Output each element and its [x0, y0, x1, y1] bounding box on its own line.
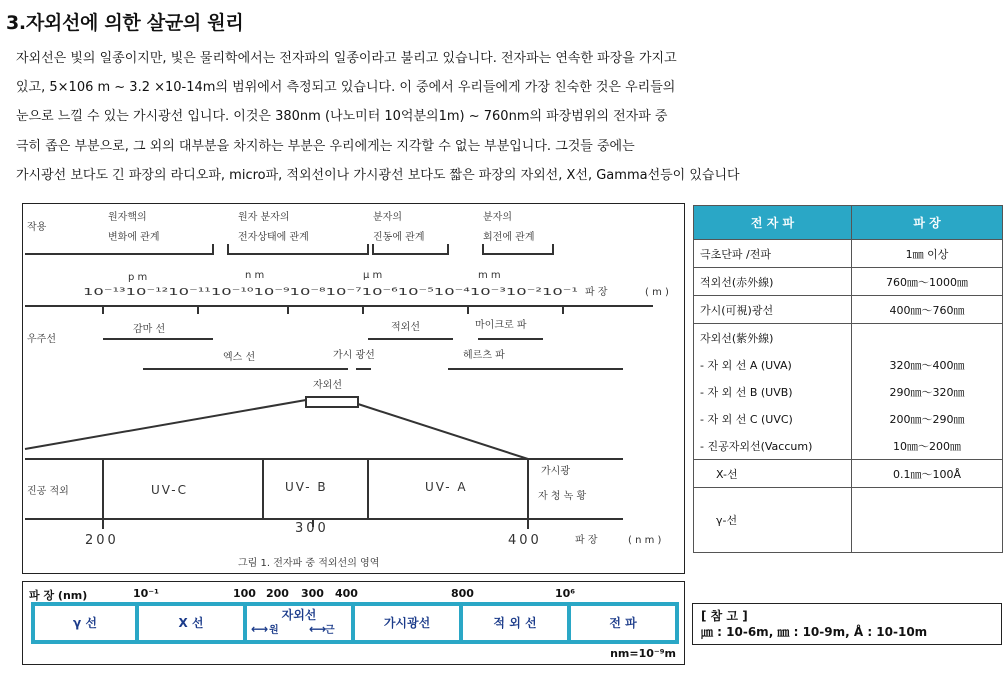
action-bracket — [213, 244, 368, 254]
table-cell: 760㎚～1000㎚ — [852, 268, 1003, 296]
bar-value: 200 — [266, 587, 289, 600]
action-label: 회전에 관계 — [483, 232, 535, 243]
uvb-label: UV- B — [285, 480, 328, 494]
table-cell: 가시(可視)광선 — [694, 296, 852, 324]
scale-ticks: 10⁻¹³10⁻¹²10⁻¹¹10⁻¹⁰10⁻⁹10⁻⁸10⁻⁷10⁻⁶10⁻⁵10⁻⁴10⁻³10⁻²10⁻¹ — [83, 287, 578, 298]
table-cell: 적외선(赤外線) — [694, 268, 852, 296]
infrared-cell: 적 외 선 — [463, 606, 567, 640]
paragraph-line: 자외선은 빛의 일종이지만, 빛은 물리학에서는 전자파의 일종이라고 불리고 있습니다. 전자파는 연속한 파장을 가지고 — [16, 51, 677, 66]
nm-label: 파 장 — [575, 535, 598, 546]
bar-unit: nm=10⁻⁹m — [610, 647, 676, 660]
unit-label: p m — [128, 272, 148, 283]
double-arrow-icon: ⟷ — [251, 622, 269, 636]
uv-window — [306, 397, 358, 407]
table-row — [694, 296, 1003, 324]
tick-label: 300 — [295, 521, 329, 536]
radio-cell: 전 파 — [571, 606, 675, 640]
bar-header: 파 장 (nm) — [29, 589, 88, 602]
action-label: 분자의 — [373, 212, 402, 223]
tick-label: 200 — [85, 533, 119, 548]
table-cell: 320㎚～400㎚ — [852, 351, 1003, 378]
action-label: 진동에 관계 — [373, 232, 425, 243]
note-title: [ 참 고 ] — [701, 609, 748, 623]
uv-cell-label: 자외선 — [281, 608, 317, 622]
wavelength-table — [693, 205, 1003, 553]
table-cell: - 진공자외선(Vaccum) — [694, 432, 852, 460]
table-cell: X-선 — [694, 460, 852, 488]
visible-detail-label: 가시광 — [541, 466, 570, 477]
bar-value: 800 — [451, 587, 474, 600]
zoom-line — [358, 404, 528, 459]
table-row — [694, 378, 1003, 405]
unit-label: m m — [478, 270, 501, 281]
xray-cell: X 선 — [139, 606, 243, 640]
uv-cell-arrows — [247, 622, 351, 638]
vacuum-label: 진공 적외 — [27, 486, 69, 497]
table-row — [694, 405, 1003, 432]
infrared-label: 적외선 — [391, 322, 420, 333]
table-header: 전 자 파 — [694, 206, 852, 240]
table-cell: 10㎚～200㎚ — [852, 432, 1003, 460]
table-row — [694, 324, 1003, 352]
paragraph-line: 가시광선 보다도 긴 파장의 라디오파, micro파, 적외선이나 가시광선 보다도 짧은 파장의 자외선, X선, Gamma선등이 있습니다 — [16, 167, 740, 183]
uv-label: 자외선 — [313, 380, 342, 391]
table-cell: 400㎚～760㎚ — [852, 296, 1003, 324]
table-cell: 극초단파 /전파 — [694, 240, 852, 268]
figure-caption: 그림 1. 전자파 중 적외선의 영역 — [238, 558, 380, 569]
uv-near-label: 근 — [325, 625, 335, 636]
unit-label: n m — [245, 270, 265, 281]
action-label: 전자상태에 관계 — [238, 232, 309, 243]
uv-cell — [247, 606, 351, 640]
spectrum-bar — [22, 581, 685, 665]
table-row — [694, 488, 1003, 553]
note-text: ㎛ : 10-6m, ㎚ : 10-9m, Å : 10-10m — [701, 625, 928, 639]
bar-value: 400 — [335, 587, 358, 600]
cosmic-label: 우주선 — [27, 334, 56, 345]
action-bracket — [483, 244, 553, 254]
unit-label: μ m — [363, 270, 383, 281]
scale-unit: ( m ) — [645, 287, 669, 298]
bar-value: 10⁻¹ — [133, 587, 159, 600]
scale-label: 파 장 — [585, 287, 608, 298]
table-cell: 200㎚～290㎚ — [852, 405, 1003, 432]
table-cell: γ-선 — [694, 488, 852, 553]
table-cell: - 자 외 선 C (UVC) — [694, 405, 852, 432]
table-cell: - 자 외 선 B (UVB) — [694, 378, 852, 405]
xray-label: 엑스 선 — [223, 352, 256, 363]
double-arrow-icon: ⟷ — [309, 622, 327, 636]
action-label: 원자핵의 — [108, 212, 147, 223]
visible-colors-label: 자 청 녹 황 — [538, 491, 587, 502]
table-row — [694, 268, 1003, 296]
table-cell — [852, 488, 1003, 553]
paragraph-line: 극히 좁은 부분으로, 그 외의 대부분을 차지하는 부분은 우리에게는 지각할 수 없는 부분입니다. 그것들 중에는 — [16, 138, 635, 154]
uvc-label: UV-C — [151, 483, 188, 497]
visible-cell: 가시광선 — [355, 606, 459, 640]
action-bracket — [25, 244, 213, 254]
table-cell: 290㎚～320㎚ — [852, 378, 1003, 405]
action-label: 원자 분자의 — [238, 212, 290, 223]
table-cell: 0.1㎚～100Å — [852, 460, 1003, 488]
table-cell: 자외선(紫外線) — [694, 324, 852, 352]
uva-label: UV- A — [425, 480, 468, 494]
table-row — [694, 432, 1003, 460]
paragraph-line: 눈으로 느낄 수 있는 가시광선 입니다. 이것은 380nm (나노미터 10억분의1m) ~ 760nm의 파장범위의 전자파 중 — [16, 109, 668, 125]
action-bracket — [373, 244, 448, 254]
bar-value: 10⁶ — [555, 587, 576, 600]
spectrum-diagram — [23, 204, 685, 574]
microwave-label: 마이크로 파 — [475, 320, 527, 331]
paragraph-line: 있고, 5×106 m ~ 3.2 ×10-14m의 범위에서 측정되고 있습니다. 이 중에서 우리들에게 가장 친숙한 것은 우리들의 — [16, 80, 676, 96]
hertz-label: 헤르츠 파 — [463, 350, 505, 361]
bar-value: 300 — [301, 587, 324, 600]
gamma-cell: γ 선 — [35, 606, 135, 640]
table-row — [694, 460, 1003, 488]
bar-frame — [31, 602, 679, 644]
uv-far-label: 원 — [269, 625, 279, 636]
page-title: 3.자외선에 의한 살균의 원리 — [6, 12, 244, 34]
tick-label: 400 — [508, 533, 542, 548]
table-cell: 1㎜ 이상 — [852, 240, 1003, 268]
action-label: 분자의 — [483, 212, 512, 223]
zoom-line — [25, 400, 306, 449]
spectrum-figure — [22, 203, 685, 574]
action-label: 변화에 관계 — [108, 232, 160, 243]
visible-label: 가시 광선 — [333, 350, 375, 361]
table-cell: - 자 외 선 A (UVA) — [694, 351, 852, 378]
row-label: 작용 — [27, 222, 47, 233]
intro-paragraph — [16, 44, 996, 190]
table-header: 파 장 — [852, 206, 1003, 240]
gamma-label: 감마 선 — [133, 324, 166, 335]
nm-unit: ( n m ) — [628, 535, 662, 546]
bar-value: 100 — [233, 587, 256, 600]
table-cell — [852, 324, 1003, 352]
table-row — [694, 351, 1003, 378]
reference-note — [692, 603, 1002, 645]
table-row — [694, 240, 1003, 268]
